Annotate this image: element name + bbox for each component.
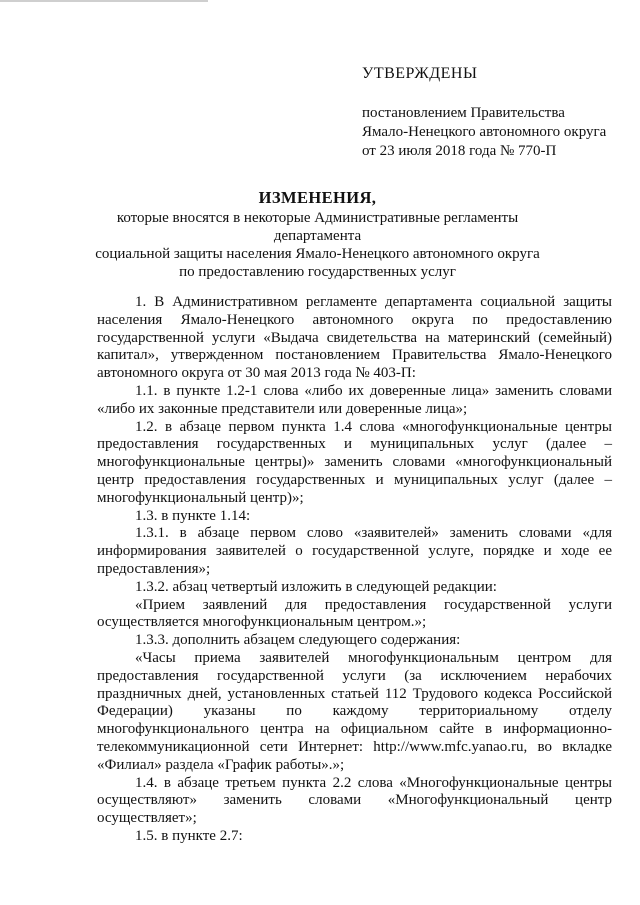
paragraph-1-4: 1.4. в абзаце третьем пункта 2.2 слова «Многофункциональные центры осуществляют» заменить словами «Многофункциональный центр осуществляет»;: [97, 774, 612, 827]
document-heading: [90, 187, 545, 281]
paragraph-1: 1. В Административном регламенте департамента социальной защиты населения Ямало-Ненецкого автономного округа по предоставлению государственной услуги «Выдача свидетельства на материнский (семейный) капитал», утвержденном постановлением Правительства Ямало-Ненецкого автономного округа от 30 мая 2013 года № 403-П:: [97, 294, 612, 382]
paragraph-1-3-3: 1.3.3. дополнить абзацем следующего содержания:: [135, 632, 461, 649]
heading-line-3: по предоставлению государственных услуг: [179, 264, 456, 280]
paragraph-1-2: 1.2. в абзаце первом пункта 1.4 слова «многофункциональные центры предоставления государственных и муниципальных услуг (далее – многофункциональные центры)» заменить словами «многофункциональный центр предоставления государственных и муниципальных услуг (далее – многофункциональный центр)»;: [97, 418, 612, 506]
heading-line-1: которые вносятся в некоторые Административные регламенты департамента: [116, 210, 519, 244]
heading-line-2: социальной защиты населения Ямало-Ненецкого автономного округа: [95, 246, 540, 262]
approval-line-2: Ямало-Ненецкого автономного округа: [362, 124, 607, 140]
approval-block: [362, 64, 632, 161]
approval-line-3: от 23 июля 2018 года № 770-П: [362, 143, 557, 159]
paragraph-1-3-2: 1.3.2. абзац четвертый изложить в следующей редакции:: [135, 578, 497, 595]
paragraph-1-3-1: 1.3.1. в абзаце первом слово «заявителей» заменить словами «для информирования заявителей о государственной услуге, порядке и ходе ее предоставления»;: [97, 525, 612, 577]
paragraph-1-1: 1.1. в пункте 1.2-1 слова «либо их доверенные лица» заменить словами «либо их законные представители или доверенные лица»;: [97, 382, 612, 417]
scan-edge-line: [0, 0, 208, 2]
paragraph-quote-1: «Прием заявлений для предоставления государственной услуги осуществляется многофункциональным центром.»;: [97, 596, 612, 631]
paragraph-1-3: 1.3. в пункте 1.14:: [135, 507, 251, 524]
approval-title: УТВЕРЖДЕНЫ: [362, 65, 478, 82]
document-body: [97, 294, 612, 846]
paragraph-1-5: 1.5. в пункте 2.7:: [135, 827, 243, 844]
paragraph-quote-2: «Часы приема заявителей многофункциональным центром для предоставления государственной услуги (за исключением нерабочих праздничных дней, установленных статьей 112 Трудового кодекса Российской Федерации) указаны по каждому территориальному отделу многофункционального центра на официальном сайте в информационно-телекоммуникационной сети Интернет: http://www.mfc.yanao.ru, во вкладке «Филиал» раздела «График работы».»;: [97, 649, 612, 773]
heading-title: ИЗМЕНЕНИЯ,: [258, 188, 377, 207]
approval-line-1: постановлением Правительства: [362, 105, 565, 121]
